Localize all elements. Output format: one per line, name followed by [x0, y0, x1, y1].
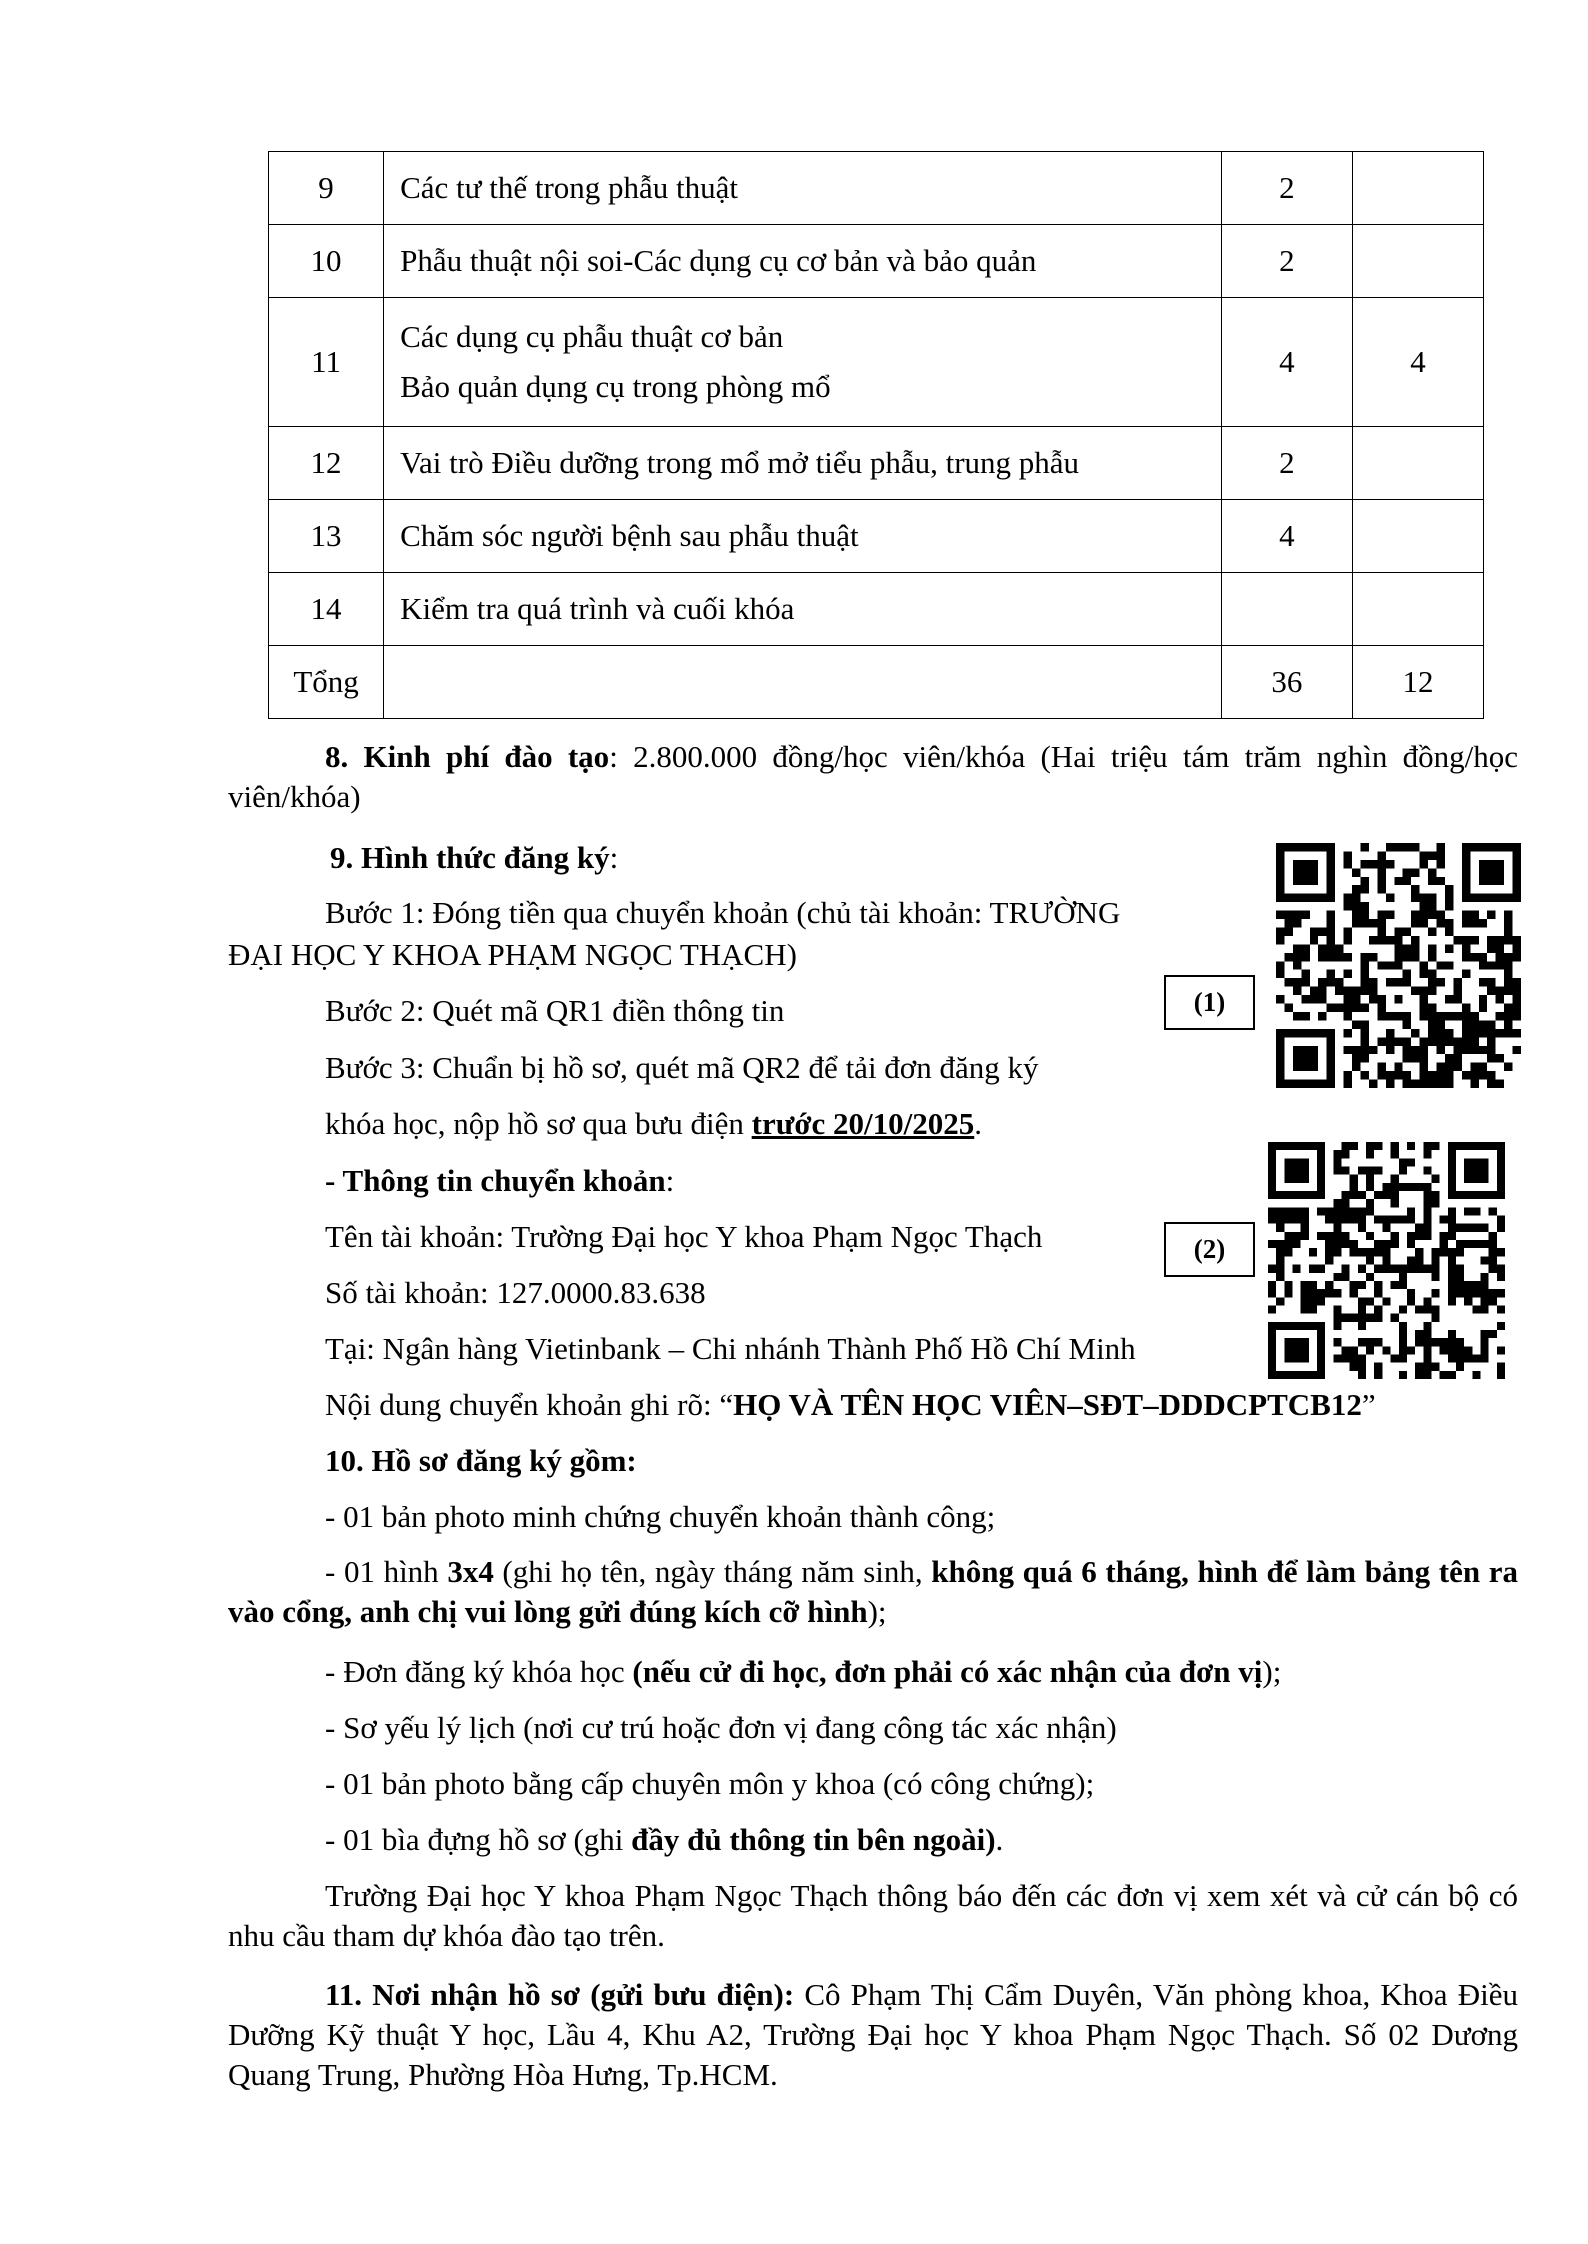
- row-theory-hours: 2: [1221, 225, 1352, 298]
- qr2-label: (2): [1164, 1222, 1255, 1277]
- table-row: [269, 298, 1484, 427]
- step3-line1: Bước 3: Chuẩn bị hồ sơ, quét mã QR2 để tải đơn đăng ký: [325, 1050, 1039, 1085]
- row-number: 9: [269, 152, 384, 225]
- transfer-content: Nội dung chuyển khoản ghi rõ: “HỌ VÀ TÊN HỌC VIÊN–SĐT–DDDCPTCB12”: [325, 1387, 1376, 1422]
- docs-item-1: - 01 bản photo minh chứng chuyển khoản thành công;: [325, 1499, 996, 1534]
- table-row: [269, 500, 1484, 573]
- row-practice-hours: [1352, 500, 1483, 573]
- step3-line2: khóa học, nộp hồ sơ qua bưu điện trước 20/10/2025.: [325, 1106, 983, 1141]
- receive-paragraph: 11. Nơi nhận hồ sơ (gửi bưu điện): Cô Phạm Thị Cẩm Duyên, Văn phòng khoa, Khoa Điều Dưỡng Kỹ thuật Y học, Lầu 4, Khu A2, Trường Đại học Y khoa Phạm Ngọc Thạch. Số 02 Dương Quang Trung, Phường Hòa Hưng, Tp.HCM.: [228, 1977, 1518, 2092]
- row-theory-hours: 4: [1221, 298, 1352, 427]
- row-topic: Vai trò Điều dưỡng trong mổ mở tiểu phẫu, trung phẫu: [384, 427, 1222, 500]
- row-topic: Chăm sóc người bệnh sau phẫu thuật: [384, 500, 1222, 573]
- row-practice-hours: [1352, 152, 1483, 225]
- total-theory-hours: 36: [1221, 646, 1352, 719]
- table-row: [269, 573, 1484, 646]
- row-practice-hours: [1352, 225, 1483, 298]
- transfer-heading: - Thông tin chuyển khoản:: [325, 1163, 675, 1198]
- register-heading: 9. Hình thức đăng ký:: [330, 840, 619, 875]
- docs-heading: 10. Hồ sơ đăng ký gồm:: [325, 1443, 637, 1478]
- row-number: 11: [269, 298, 384, 427]
- row-topic: Kiểm tra quá trình và cuối khóa: [384, 573, 1222, 646]
- row-topic: Phẫu thuật nội soi-Các dụng cụ cơ bản và bảo quản: [384, 225, 1222, 298]
- step1-line1: Bước 1: Đóng tiền qua chuyển khoản (chủ tài khoản: TRƯỜNG: [325, 895, 1121, 930]
- row-theory-hours: 2: [1221, 152, 1352, 225]
- row-practice-hours: [1352, 573, 1483, 646]
- docs-item-5: - 01 bản photo bằng cấp chuyên môn y khoa (có công chứng);: [325, 1766, 1095, 1801]
- total-label: Tổng: [269, 646, 384, 719]
- step2: Bước 2: Quét mã QR1 điền thông tin: [325, 993, 785, 1028]
- table-total-row: [269, 646, 1484, 719]
- docs-item-4: - Sơ yếu lý lịch (nơi cư trú hoặc đơn vị đang công tác xác nhận): [325, 1710, 1117, 1745]
- row-number: 10: [269, 225, 384, 298]
- account-number: Số tài khoản: 127.0000.83.638: [325, 1275, 706, 1310]
- row-topic: Các dụng cụ phẫu thuật cơ bản Bảo quản dụng cụ trong phòng mổ: [384, 298, 1222, 427]
- row-practice-hours: 4: [1352, 298, 1483, 427]
- row-number: 12: [269, 427, 384, 500]
- row-practice-hours: [1352, 427, 1483, 500]
- docs-item-2: - 01 hình 3x4 (ghi họ tên, ngày tháng năm sinh, không quá 6 tháng, hình để làm bảng tên ra vào cổng, anh chị vui lòng gửi đúng kích cỡ hình);: [228, 1554, 1519, 1629]
- docs-item-3: - Đơn đăng ký khóa học (nếu cử đi học, đơn phải có xác nhận của đơn vị);: [325, 1654, 1282, 1689]
- row-theory-hours: 2: [1221, 427, 1352, 500]
- table-row: [269, 225, 1484, 298]
- qr2-code-icon[interactable]: [1268, 1142, 1505, 1379]
- total-empty: [384, 646, 1222, 719]
- row-theory-hours: [1221, 573, 1352, 646]
- curriculum-table: [268, 151, 1484, 719]
- row-number: 13: [269, 500, 384, 573]
- row-topic: Các tư thế trong phẫu thuật: [384, 152, 1222, 225]
- account-name: Tên tài khoản: Trường Đại học Y khoa Phạm Ngọc Thạch: [325, 1219, 1043, 1254]
- table-row: [269, 152, 1484, 225]
- total-practice-hours: 12: [1352, 646, 1483, 719]
- bank-name: Tại: Ngân hàng Vietinbank – Chi nhánh Thành Phố Hồ Chí Minh: [325, 1331, 1136, 1366]
- qr1-code-icon[interactable]: [1276, 843, 1521, 1088]
- step1-line2: ĐẠI HỌC Y KHOA PHẠM NGỌC THẠCH): [228, 937, 797, 972]
- qr1-label: (1): [1164, 975, 1255, 1030]
- row-theory-hours: 4: [1221, 500, 1352, 573]
- notice-paragraph: Trường Đại học Y khoa Phạm Ngọc Thạch thông báo đến các đơn vị xem xét và cử cán bộ có nhu cầu tham dự khóa đào tạo trên.: [228, 1878, 1518, 1953]
- docs-item-6: - 01 bìa đựng hồ sơ (ghi đầy đủ thông tin bên ngoài).: [325, 1822, 1004, 1857]
- deadline: trước 20/10/2025: [751, 1106, 975, 1141]
- table-row: [269, 427, 1484, 500]
- fee-paragraph: 8. Kinh phí đào tạo: 2.800.000 đồng/học viên/khóa (Hai triệu tám trăm nghìn đồng/học viên/khóa): [228, 739, 1518, 814]
- row-number: 14: [269, 573, 384, 646]
